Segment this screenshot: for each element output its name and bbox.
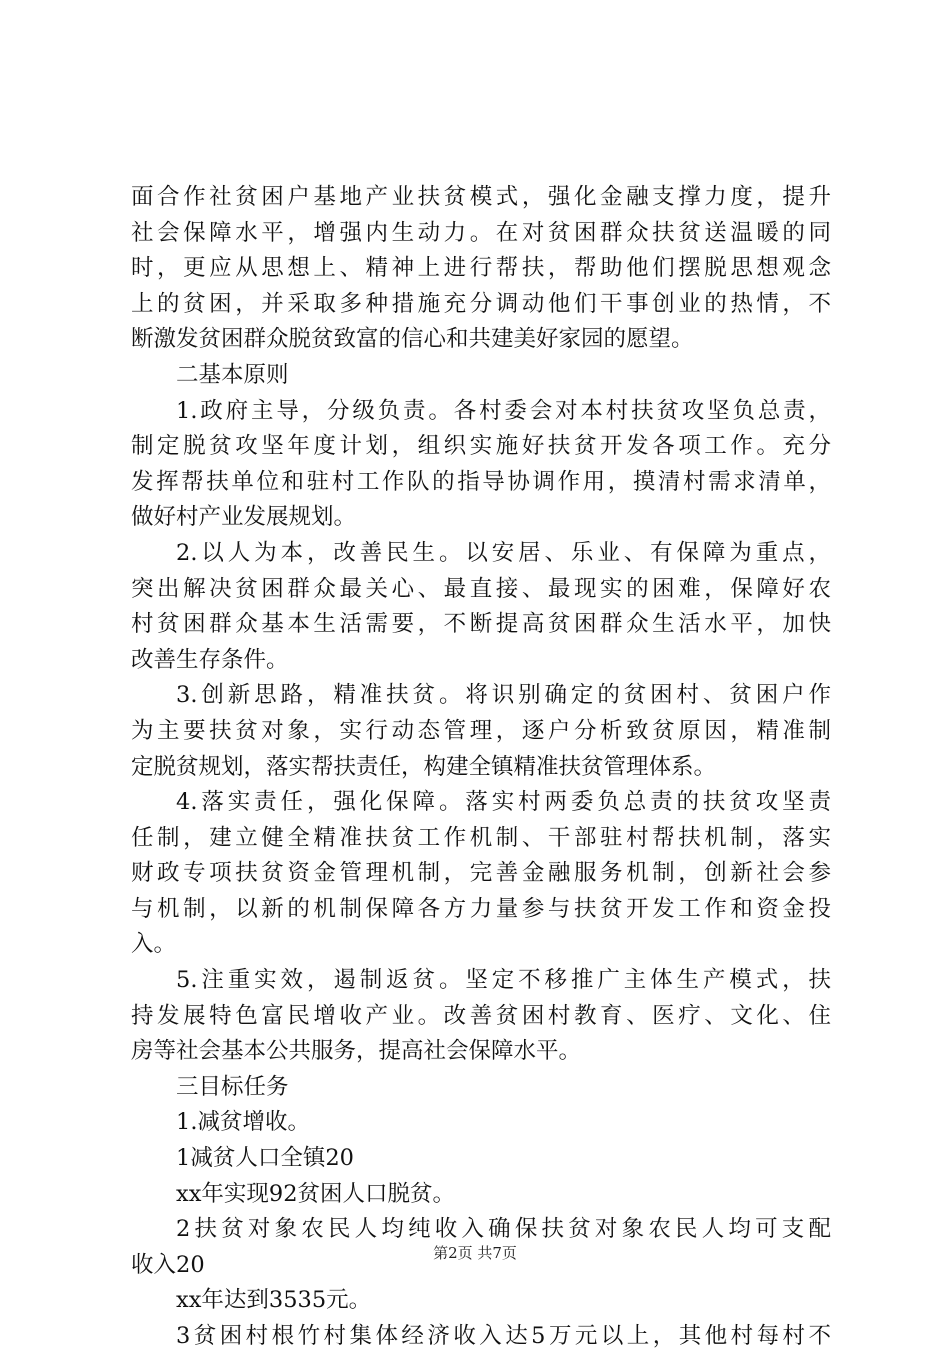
text-line: 定脱贫规划，落实帮扶责任，构建全镇精准扶贫管理体系。 <box>131 753 717 780</box>
text-line: 入。 <box>131 931 177 958</box>
text-line: 做好村产业发展规划。 <box>131 504 357 531</box>
text-line: 2扶贫对象农民人均纯收入确保扶贫对象农民人均可支配 <box>176 1216 831 1243</box>
text-line: 改善生存条件。 <box>131 646 289 673</box>
text-line: 房等社会基本公共服务，提高社会保障水平。 <box>131 1038 582 1065</box>
text-line: 社会保障水平，增强内生动力。在对贫困群众扶贫送温暖的同 <box>131 219 831 246</box>
text-line: 5.注重实效，遏制返贫。坚定不移推广主体生产模式，扶 <box>176 967 831 994</box>
text-line: 1.政府主导，分级负责。各村委会对本村扶贫攻坚负总责， <box>176 397 831 424</box>
text-line: 上的贫困，并采取多种措施充分调动他们干事创业的热情，不 <box>131 290 831 317</box>
text-line: 3.创新思路，精准扶贫。将识别确定的贫困村、贫困户作 <box>176 682 831 709</box>
text-line: xx年实现92贫困人口脱贫。 <box>176 1180 456 1207</box>
text-line: 时，更应从思想上、精神上进行帮扶，帮助他们摆脱思想观念 <box>131 255 831 282</box>
text-line: 二基本原则 <box>176 361 289 388</box>
text-line: 1.减贫增收。 <box>176 1109 310 1136</box>
page-footer: 第2页 共7页 <box>433 1244 517 1262</box>
text-line: 2.以人为本，改善民生。以安居、乐业、有保障为重点， <box>176 539 831 566</box>
text-line: 制定脱贫攻坚年度计划，组织实施好扶贫开发各项工作。充分 <box>131 433 831 460</box>
text-line: 断激发贫困群众脱贫致富的信心和共建美好家园的愿望。 <box>131 326 694 353</box>
text-line: 突出解决贫困群众最关心、最直接、最现实的困难，保障好农 <box>131 575 831 602</box>
text-line: 发挥帮扶单位和驻村工作队的指导协调作用，摸清村需求清单， <box>131 468 831 495</box>
text-line: 财政专项扶贫资金管理机制，完善金融服务机制，创新社会参 <box>131 860 831 887</box>
text-line: 为主要扶贫对象，实行动态管理，逐户分析致贫原因，精准制 <box>131 717 831 744</box>
text-line: xx年达到3535元。 <box>176 1287 372 1314</box>
text-line: 面合作社贫困户基地产业扶贫模式，强化金融支撑力度，提升 <box>131 184 831 210</box>
text-line: 任制，建立健全精准扶贫工作机制、干部驻村帮扶机制，落实 <box>131 824 831 851</box>
text-line: 3贫困村根竹村集体经济收入达5万元以上，其他村每村不 <box>176 1323 831 1349</box>
text-line: 持发展特色富民增收产业。改善贫困村教育、医疗、文化、住 <box>131 1002 831 1029</box>
text-line: 收入20 <box>131 1251 205 1278</box>
text-line: 4.落实责任，强化保障。落实村两委负总责的扶贫攻坚责 <box>176 789 831 816</box>
text-line: 与机制，以新的机制保障各方力量参与扶贫开发工作和资金投 <box>131 895 831 922</box>
text-line: 村贫困群众基本生活需要，不断提高贫困群众生活水平，加快 <box>131 611 831 638</box>
document-body <box>131 180 831 1355</box>
text-line: 1减贫人口全镇20 <box>176 1145 354 1172</box>
text-line: 三目标任务 <box>176 1073 289 1100</box>
